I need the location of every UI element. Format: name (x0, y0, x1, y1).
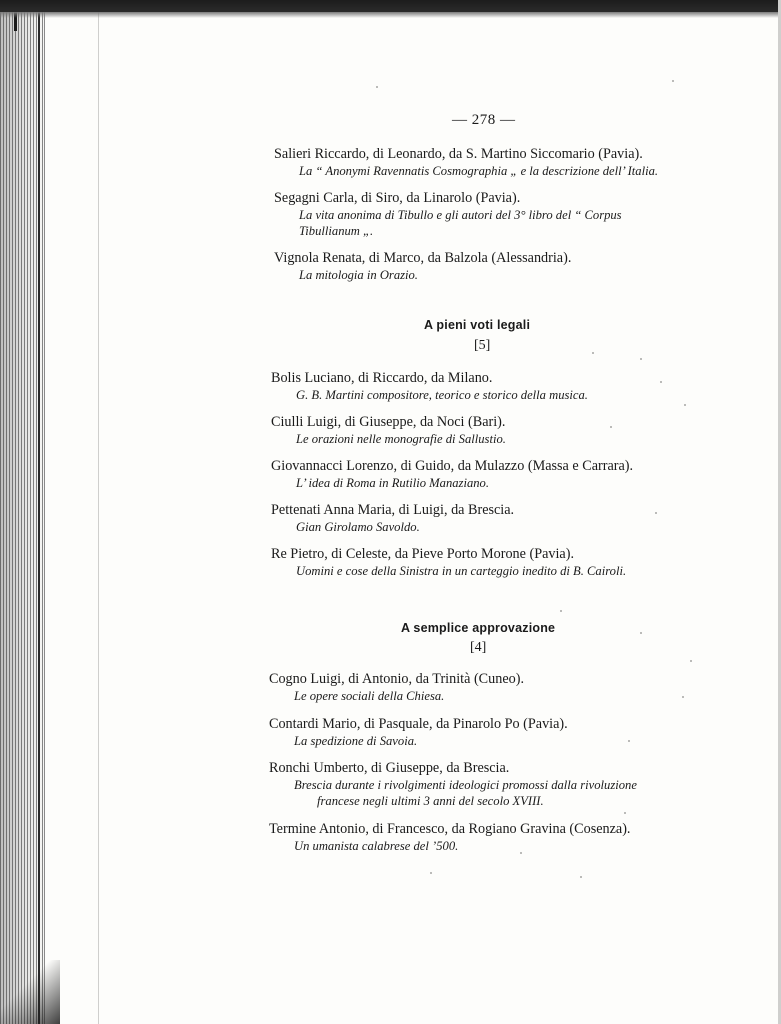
scan-speck (610, 426, 612, 428)
scan-speck (660, 381, 662, 383)
section-heading: A semplice approvazione (401, 621, 556, 635)
thesis-entry (269, 715, 568, 749)
scan-speck (592, 352, 594, 354)
student-name: Ciulli Luigi, di Giuseppe, da Noci (Bari). (271, 414, 506, 430)
scan-speck (628, 740, 630, 742)
page-corner-shadow (0, 960, 60, 1024)
scan-top-edge-fade (0, 12, 781, 18)
student-name: Ronchi Umberto, di Giuseppe, da Brescia. (269, 760, 510, 776)
thesis-entry (271, 413, 506, 447)
page-fold-line (98, 0, 99, 1024)
student-name: Pettenati Anna Maria, di Luigi, da Brescia. (271, 502, 515, 518)
scan-speck (560, 610, 562, 612)
thesis-entry (269, 670, 524, 704)
student-name: Vignola Renata, di Marco, da Balzola (Alessandria). (274, 250, 572, 266)
scan-speck (684, 404, 686, 406)
thesis-title: L’ idea di Roma in Rutilio Manaziano. (296, 476, 489, 490)
thesis-title: La spedizione di Savoia. (294, 734, 418, 748)
scan-speck (624, 812, 626, 814)
student-name: Giovannacci Lorenzo, di Guido, da Mulazzo (Massa e Carrara). (271, 458, 634, 474)
thesis-title: G. B. Martini compositore, teorico e storico della musica. (296, 388, 588, 402)
thesis-title: Brescia durante i rivolgimenti ideologici promossi dalla rivoluzione (294, 778, 637, 792)
thesis-title: Gian Girolamo Savoldo. (296, 520, 420, 534)
binding-edge-line-inner (44, 10, 45, 1024)
thesis-entry (271, 501, 514, 535)
student-name: Termine Antonio, di Francesco, da Rogiano Gravina (Cosenza). (269, 821, 631, 837)
scan-speck (640, 358, 642, 360)
thesis-entry (271, 545, 626, 579)
thesis-entry (274, 189, 622, 239)
thesis-entry (271, 369, 588, 403)
student-name: Segagni Carla, di Siro, da Linarolo (Pavia). (274, 190, 521, 206)
student-name: Salieri Riccardo, di Leonardo, da S. Martino Siccomario (Pavia). (274, 146, 643, 162)
thesis-entry (271, 457, 633, 491)
section-count: [4] (470, 640, 487, 655)
scan-speck (672, 80, 674, 82)
thesis-title: La mitologia in Orazio. (299, 268, 418, 282)
scan-speck (690, 660, 692, 662)
scan-top-edge (0, 0, 781, 12)
thesis-title-continued: Tibullianum „. (299, 224, 374, 238)
scan-speck (430, 872, 432, 874)
thesis-title-continued: francese negli ultimi 3 anni del secolo XVIII. (317, 794, 544, 808)
thesis-entry (274, 249, 571, 283)
section-count: [5] (474, 338, 491, 353)
student-name: Cogno Luigi, di Antonio, da Trinità (Cuneo). (269, 671, 524, 687)
scan-speck (376, 86, 378, 88)
thesis-title: Le orazioni nelle monografie di Sallustio. (296, 432, 506, 446)
scan-speck (580, 876, 582, 878)
thesis-entry (269, 759, 637, 809)
student-name: Re Pietro, di Celeste, da Pieve Porto Morone (Pavia). (271, 546, 575, 562)
scan-speck (682, 696, 684, 698)
thesis-title: Un umanista calabrese del ’500. (294, 839, 459, 853)
scan-speck (520, 852, 522, 854)
page-number: — 278 — (452, 112, 516, 128)
thesis-title: Le opere sociali della Chiesa. (294, 689, 445, 703)
thesis-entry (269, 820, 630, 854)
thesis-title: La vita anonima di Tibullo e gli autori del 3° libro del “ Corpus (299, 208, 622, 222)
section-heading: A pieni voti legali (424, 318, 531, 332)
student-name: Bolis Luciano, di Riccardo, da Milano. (271, 370, 493, 386)
scan-speck (640, 632, 642, 634)
thesis-entry (274, 145, 658, 179)
thesis-title: La “ Anonymi Ravennatis Cosmographia „ e la descrizione dell’ Italia. (299, 164, 659, 178)
thesis-title: Uomini e cose della Sinistra in un carteggio inedito di B. Cairoli. (296, 564, 627, 578)
student-name: Contardi Mario, di Pasquale, da Pinarolo Po (Pavia). (269, 716, 568, 732)
scan-speck (655, 512, 657, 514)
binding-edge-line (38, 10, 40, 1024)
